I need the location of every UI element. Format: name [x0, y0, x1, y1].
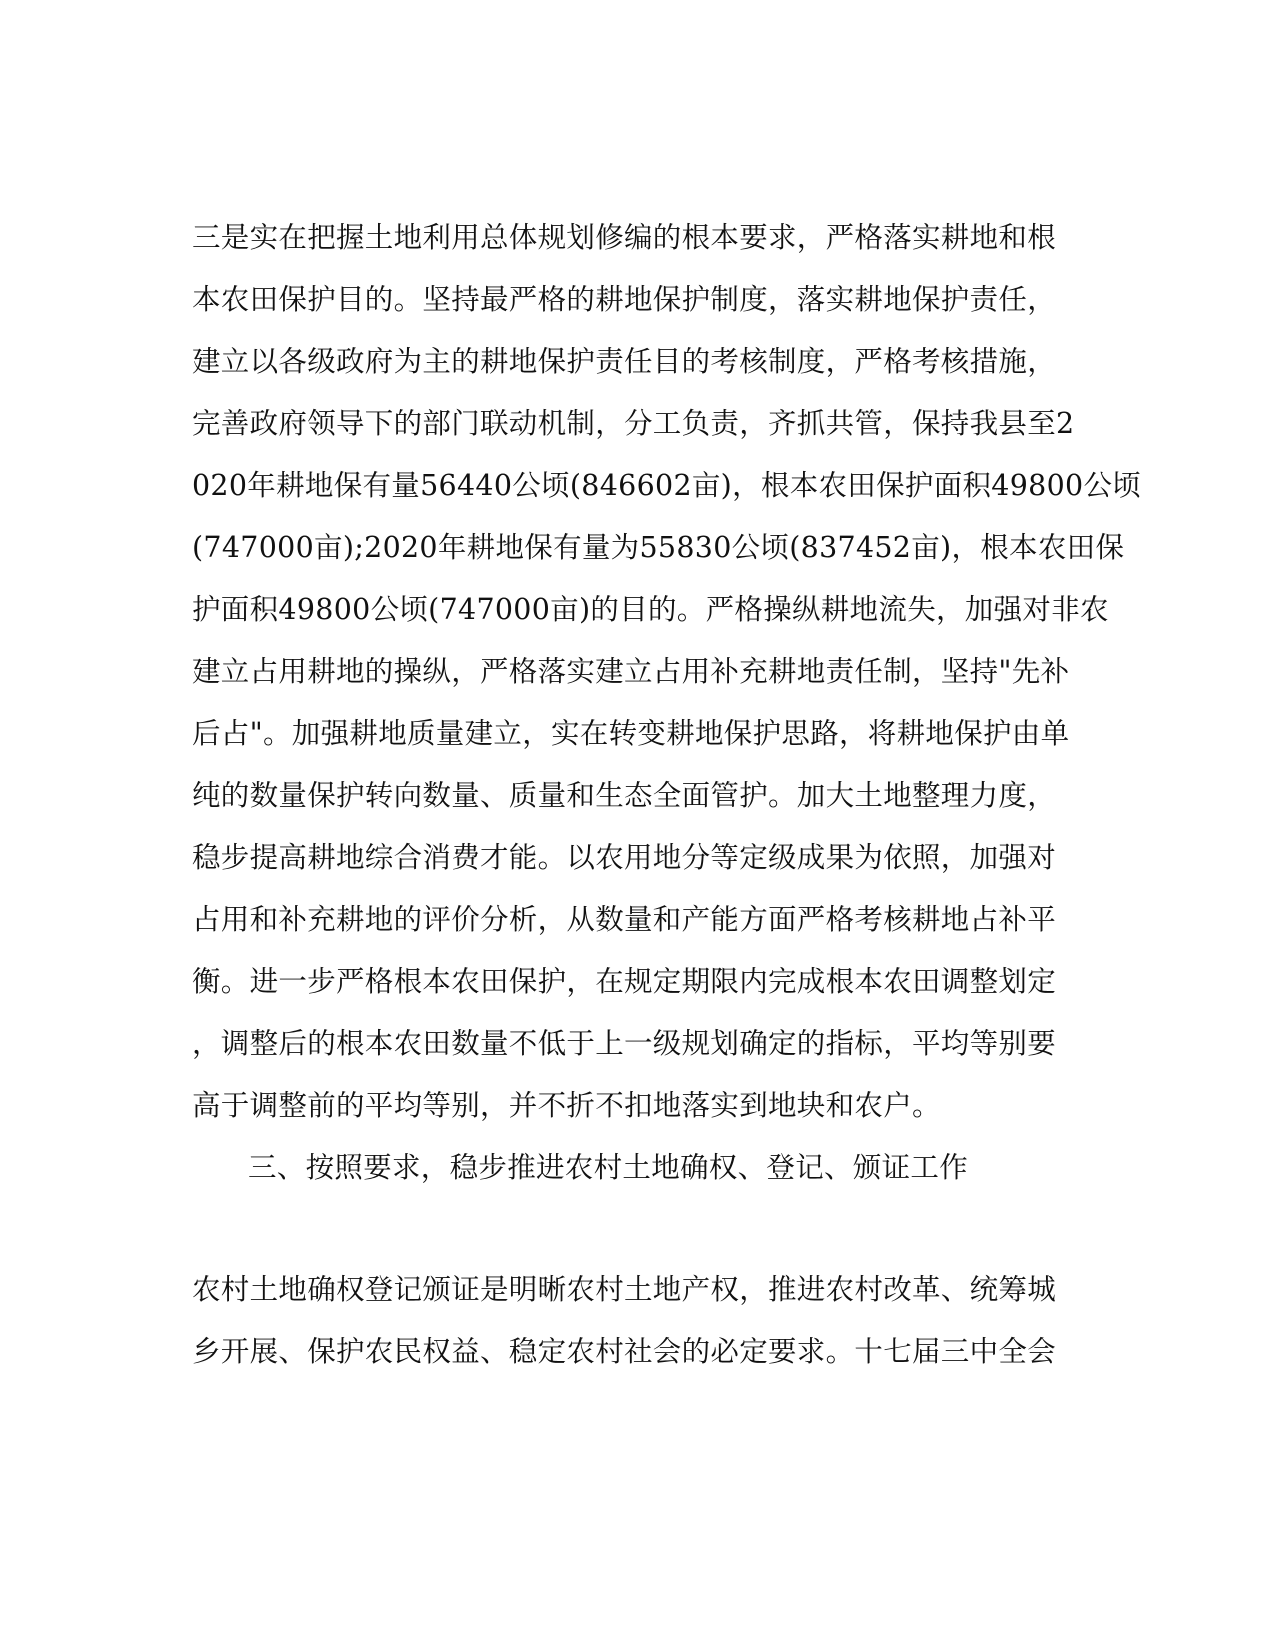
- paragraph-1-line-8: 建立占用耕地的操纵，严格落实建立占用补充耕地责任制，坚持"先补: [192, 655, 1070, 688]
- paragraph-2-line-2: 乡开展、保护农民权益、稳定农村社会的必定要求。十七届三中全会: [192, 1335, 1057, 1368]
- paragraph-1-line-3: 建立以各级政府为主的耕地保护责任目的考核制度，严格考核措施，: [192, 345, 1057, 378]
- paragraph-1-line-10: 纯的数量保护转向数量、质量和生态全面管护。加大土地整理力度，: [192, 779, 1057, 812]
- paragraph-1-line-4: 完善政府领导下的部门联动机制，分工负责，齐抓共管，保持我县至2: [192, 407, 1075, 440]
- paragraph-1-line-7: 护面积49800公顷(747000亩)的目的。严格操纵耕地流失，加强对非农: [192, 593, 1109, 626]
- paragraph-1-line-14: ，调整后的根本农田数量不低于上一级规划确定的指标，平均等别要: [192, 1027, 1057, 1060]
- paragraph-1-line-9: 后占"。加强耕地质量建立，实在转变耕地保护思路，将耕地保护由单: [192, 717, 1070, 750]
- paragraph-1-line-13: 衡。进一步严格根本农田保护，在规定期限内完成根本农田调整划定: [192, 965, 1057, 998]
- paragraph-1-line-2: 本农田保护目的。坚持最严格的耕地保护制度，落实耕地保护责任，: [192, 283, 1057, 316]
- paragraph-1-line-1: 三是实在把握土地利用总体规划修编的根本要求，严格落实耕地和根: [192, 221, 1057, 254]
- paragraph-2-line-1: 农村土地确权登记颁证是明晰农村土地产权，推进农村改革、统筹城: [192, 1273, 1057, 1306]
- paragraph-1-line-11: 稳步提高耕地综合消费才能。以农用地分等定级成果为依照，加强对: [192, 841, 1057, 874]
- paragraph-1-line-6: (747000亩);2020年耕地保有量为55830公顷(837452亩)，根本农田保: [192, 531, 1125, 564]
- paragraph-1-line-12: 占用和补充耕地的评价分析，从数量和产能方面严格考核耕地占补平: [192, 903, 1057, 936]
- paragraph-1-line-5: 020年耕地保有量56440公顷(846602亩)，根本农田保护面积49800公顷: [192, 469, 1142, 502]
- paragraph-1-line-15: 高于调整前的平均等别，并不折不扣地落实到地块和农户。: [192, 1089, 941, 1122]
- section-heading: 三、按照要求，稳步推进农村土地确权、登记、颁证工作: [248, 1151, 969, 1184]
